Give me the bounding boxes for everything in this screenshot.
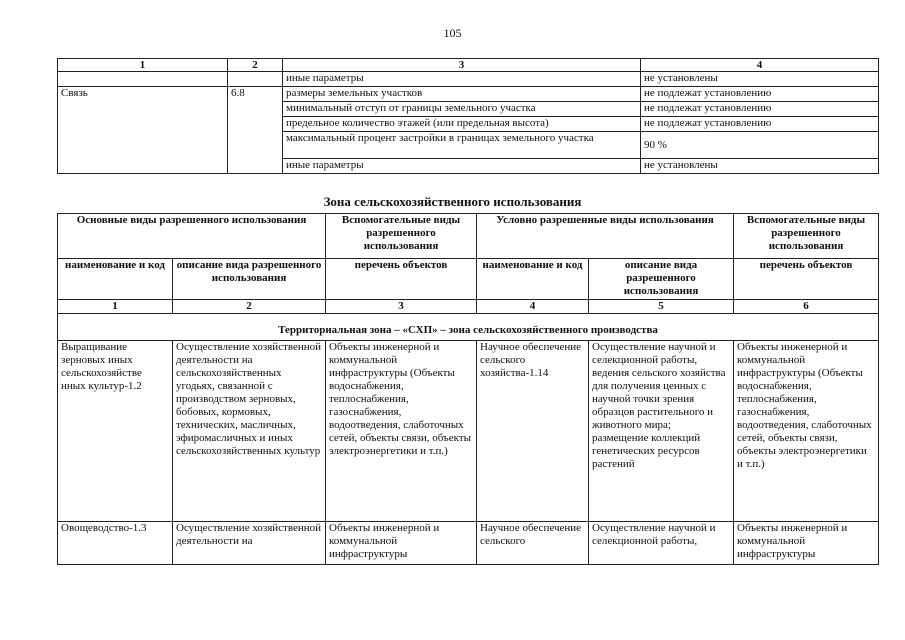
use-name-code: Научное обеспечение сельского хозяйства-1.14 (477, 341, 589, 522)
zone-heading: Зона сельскохозяйственного использования (323, 194, 582, 209)
parameters-table (57, 58, 879, 174)
use-description: Осуществление хозяйственной деятельности на (173, 522, 326, 565)
column-number: 4 (477, 300, 589, 314)
column-number-row (58, 300, 879, 314)
parameter-value: не подлежат установлению (641, 102, 879, 117)
parameter-value: не установлены (641, 72, 879, 87)
column-number: 2 (228, 59, 283, 72)
object-list: Объекты инженерной и коммунальной инфраструктуры (Объекты водоснабжения, теплоснабжения, газоснабжения, водоотведения, слаботочных сетей, объекты связи, объекты электроэнергетики и т.п.) (326, 341, 477, 522)
object-list: Объекты инженерной и коммунальной инфраструктуры (Объекты водоснабжения, теплоснабжения, газоснабжения, водоотведения, слаботочных сетей, объекты связи, объекты электроэнергетики и т.п.) (734, 341, 879, 522)
use-description: Осуществление научной и селекционной работы, ведения сельского хозяйства для получения ценных с научной точки зрения образцов растительного и животного мира; размещение коллекций генетических ресурсов растений (589, 341, 734, 522)
use-description: Осуществление хозяйственной деятельности на сельскохозяйственных угодьях, связанной с производством зерновых, бобовых, кормовых, технических, масличных, эфиромасличных и иных сельскохозяйственных культур (173, 341, 326, 522)
column-number: 1 (58, 300, 173, 314)
table-cell (58, 72, 228, 87)
table-row (58, 87, 879, 102)
territorial-zone-title: Территориальная зона – «СХП» – зона сельскохозяйственного производства (58, 324, 879, 341)
column-number: 6 (734, 300, 879, 314)
table-cell (228, 72, 283, 87)
column-number: 2 (173, 300, 326, 314)
territorial-zone-row (58, 324, 879, 341)
group-header-row (58, 214, 879, 259)
table-row (58, 522, 879, 565)
use-name-code: Выращивание зерновых иных сельскохозяйстве нных культур-1.2 (58, 341, 173, 522)
sub-header: перечень объектов (734, 259, 879, 300)
sub-header: описание вида разрешенного использования (589, 259, 734, 300)
use-description: Осуществление научной и селекционной работы, (589, 522, 734, 565)
use-type-code: 6.8 (228, 87, 283, 174)
group-header: Вспомогательные виды разрешенного использования (734, 214, 879, 259)
page-number: 105 (443, 26, 462, 40)
column-number: 3 (283, 59, 641, 72)
parameter-value: не установлены (641, 159, 879, 174)
column-number: 1 (58, 59, 228, 72)
table-row (58, 341, 879, 522)
column-number: 3 (326, 300, 477, 314)
object-list: Объекты инженерной и коммунальной инфраструктуры (326, 522, 477, 565)
parameter-value: 90 % (641, 132, 879, 159)
parameter-value: не подлежат установлению (641, 87, 879, 102)
use-type-name: Связь (58, 87, 228, 174)
sub-header: наименование и код (58, 259, 173, 300)
object-list: Объекты инженерной и коммунальной инфраструктуры (734, 522, 879, 565)
sub-header-row (58, 259, 879, 300)
parameter-name: иные параметры (283, 159, 641, 174)
sub-header: перечень объектов (326, 259, 477, 300)
column-number: 5 (589, 300, 734, 314)
parameter-name: иные параметры (283, 72, 641, 87)
parameter-name: максимальный процент застройки в границах земельного участка (283, 132, 641, 159)
spacer-cell (58, 314, 879, 325)
parameter-name: размеры земельных участков (283, 87, 641, 102)
use-name-code: Научное обеспечение сельского (477, 522, 589, 565)
spacer-row (58, 314, 879, 325)
sub-header: наименование и код (477, 259, 589, 300)
table-header-row (58, 59, 879, 72)
parameter-value: не подлежат установлению (641, 117, 879, 132)
column-number: 4 (641, 59, 879, 72)
parameter-name: минимальный отступ от границы земельного участка (283, 102, 641, 117)
parameter-name: предельное количество этажей (или предельная высота) (283, 117, 641, 132)
sub-header: описание вида разрешенного использования (173, 259, 326, 300)
group-header: Вспомогательные виды разрешенного использования (326, 214, 477, 259)
table-row (58, 72, 879, 87)
zone-regulations-table (57, 213, 879, 565)
group-header: Условно разрешенные виды использования (477, 214, 734, 259)
use-name-code: Овощеводство-1.3 (58, 522, 173, 565)
group-header: Основные виды разрешенного использования (58, 214, 326, 259)
